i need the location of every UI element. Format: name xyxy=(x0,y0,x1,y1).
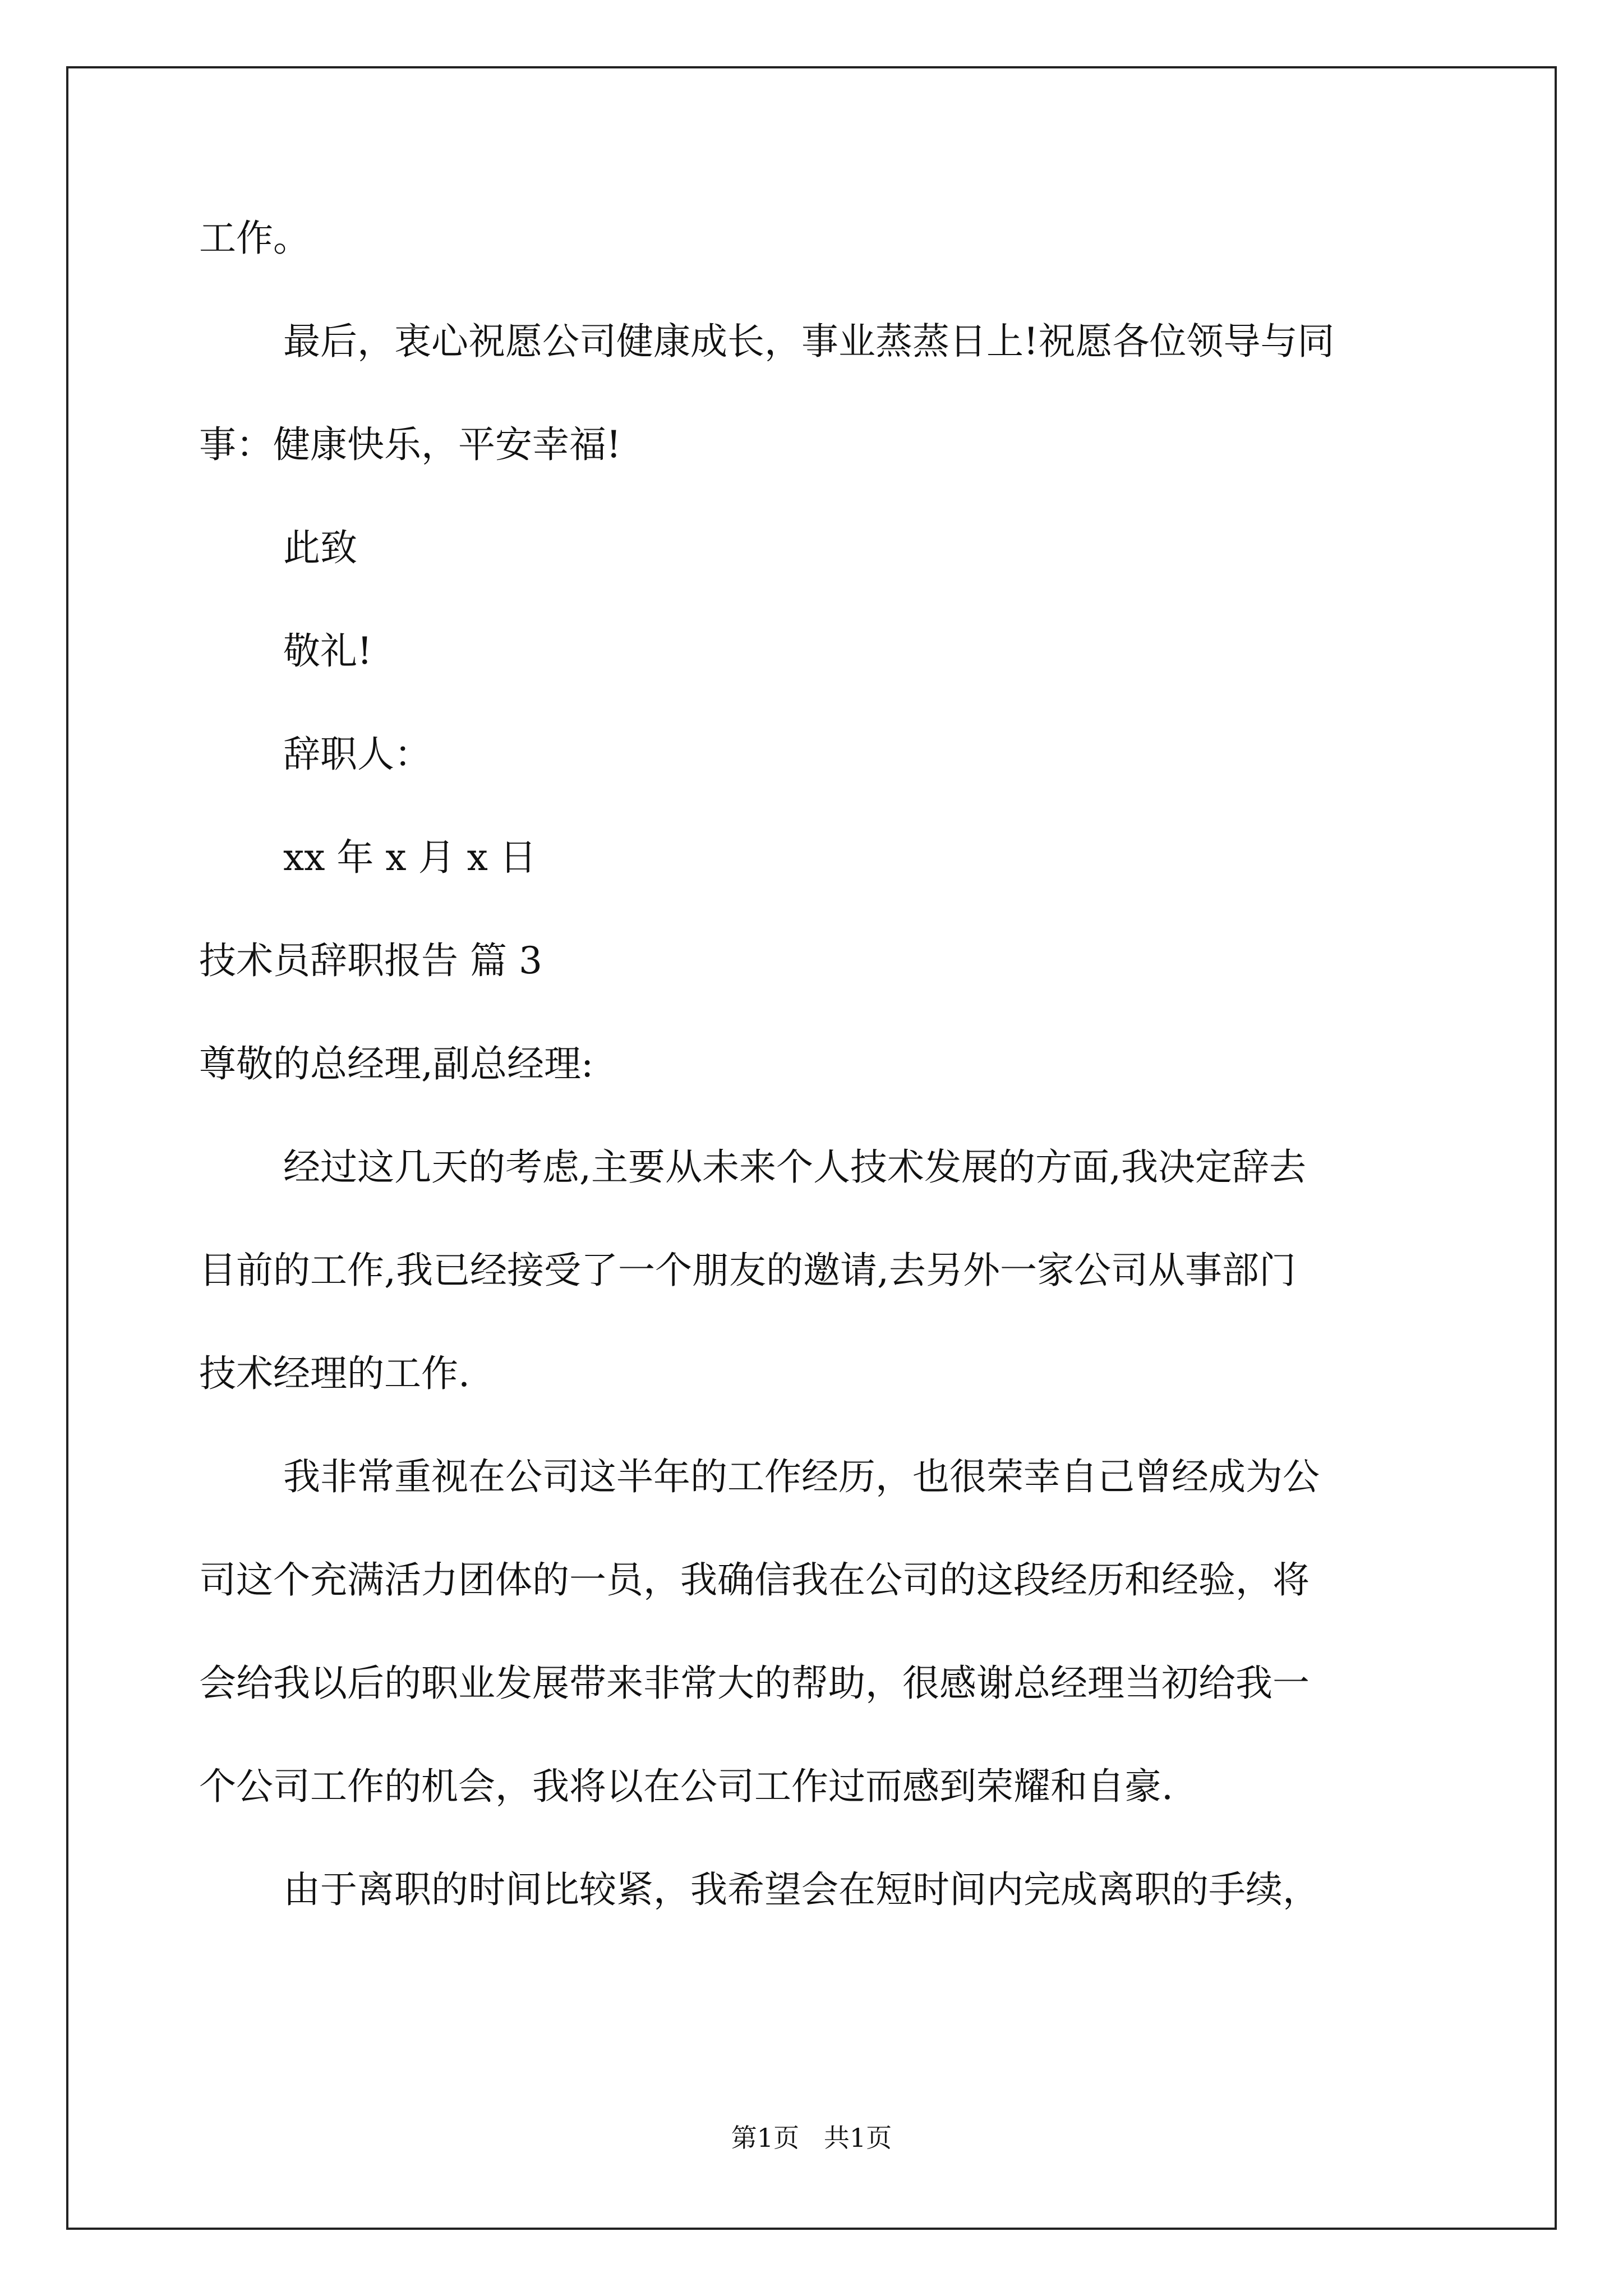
text-line: 经过这几天的考虑,主要从未来个人技术发展的方面,我决定辞去 xyxy=(283,1145,1306,1189)
date-line: xx 年 x 月 x 日 xyxy=(283,836,537,879)
text-line: 目前的工作,我已经接受了一个朋友的邀请,去另外一家公司从事部门 xyxy=(199,1249,1296,1292)
text-line: 个公司工作的机会，我将以在公司工作过而感到荣耀和自豪. xyxy=(199,1765,1173,1808)
salutation: 尊敬的总经理,副总经理: xyxy=(199,1042,594,1085)
text-line: 技术经理的工作. xyxy=(199,1352,470,1395)
text-line: 司这个充满活力团体的一员，我确信我在公司的这段经历和经验，将 xyxy=(199,1558,1310,1602)
text-line: 此致 xyxy=(283,526,357,569)
text-line: 最后，衷心祝愿公司健康成长，事业蒸蒸日上!祝愿各位领导与同 xyxy=(283,320,1335,363)
text-line: 敬礼! xyxy=(283,629,372,673)
page-footer: 第1页 共1页 xyxy=(731,2123,892,2153)
section-heading: 技术员辞职报告 篇 3 xyxy=(199,939,542,982)
text-line: 工作。 xyxy=(199,217,310,260)
text-line: 会给我以后的职业发展带来非常大的帮助，很感谢总经理当初给我一 xyxy=(199,1662,1310,1705)
text-line: 事：健康快乐，平安幸福! xyxy=(199,423,621,466)
text-line: 辞职人： xyxy=(283,733,431,776)
text-line: 我非常重视在公司这半年的工作经历，也很荣幸自己曾经成为公 xyxy=(283,1455,1320,1498)
text-line: 由于离职的时间比较紧，我希望会在短时间内完成离职的手续， xyxy=(283,1868,1320,1911)
